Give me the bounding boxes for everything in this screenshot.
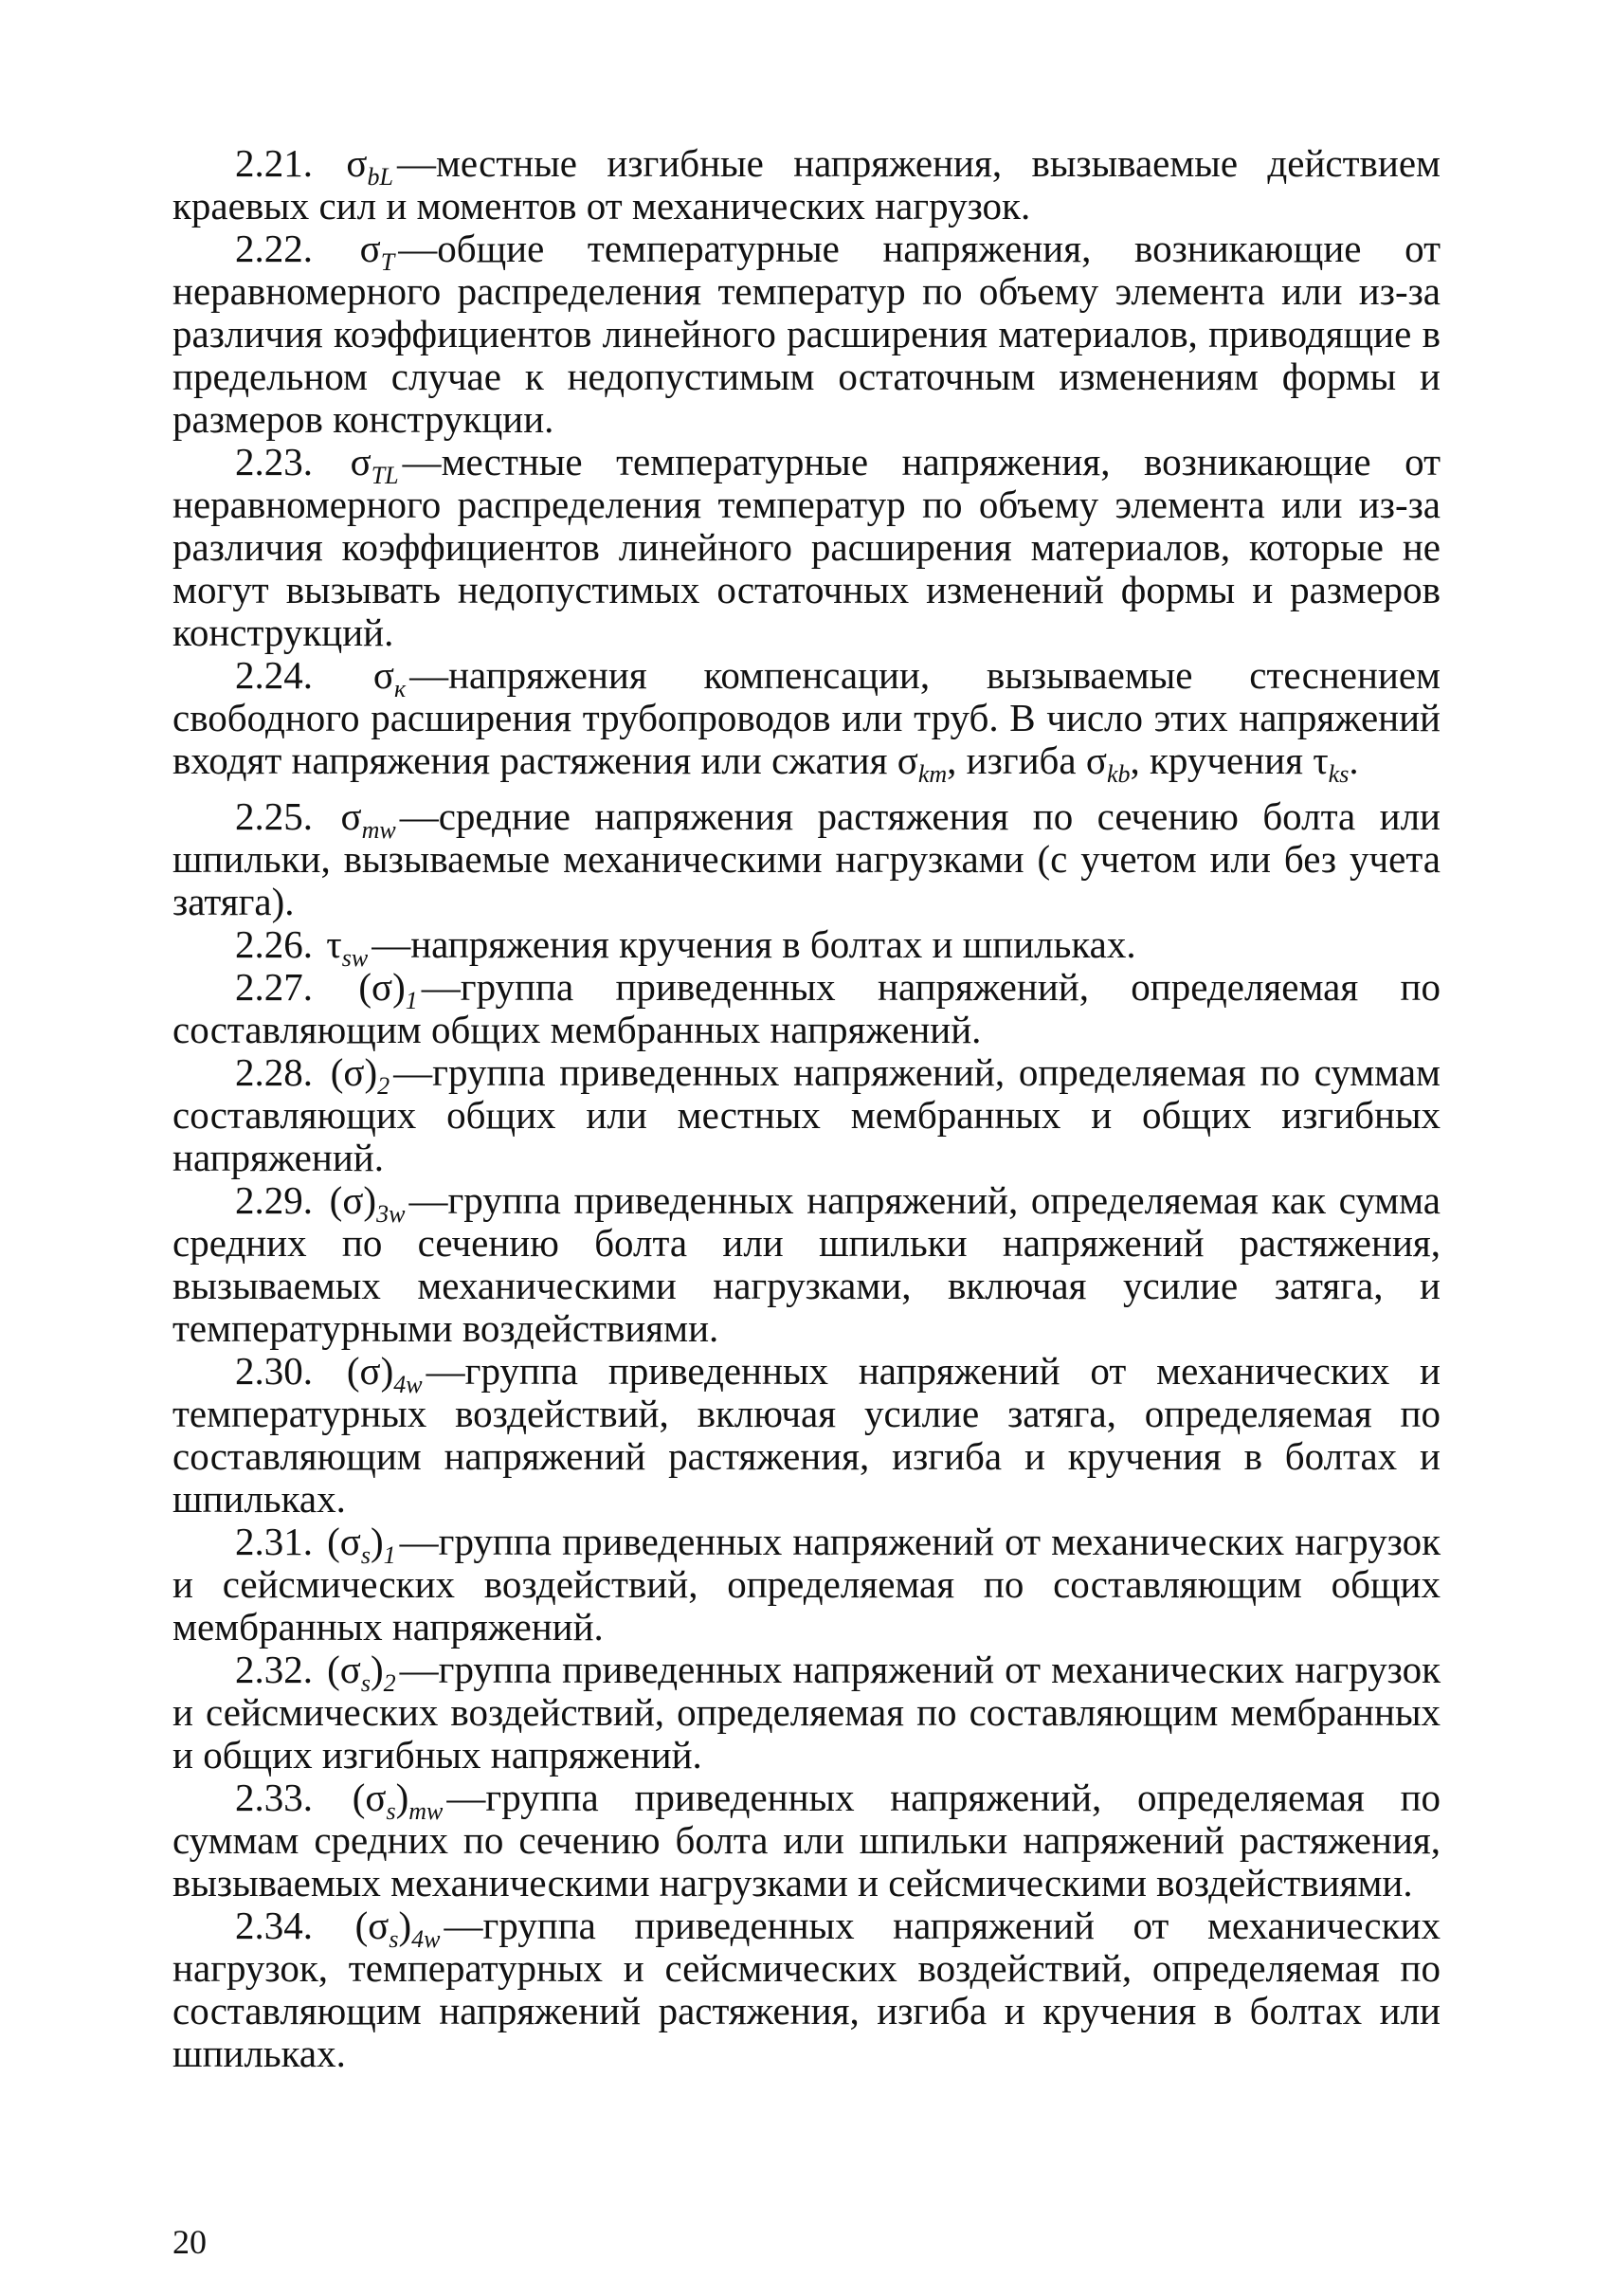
definition-paragraph xyxy=(172,1904,1441,2075)
clause-number: 2.26. xyxy=(235,922,313,967)
definition-text: —группа приведенных напряжений, определяемая по суммам составляющих общих или местных мембранных и общих изгибных напряжений. xyxy=(172,1050,1441,1180)
clause-number: 2.28. xyxy=(235,1050,313,1095)
definition-paragraph xyxy=(172,441,1441,654)
stress-symbol: $(\sigma)_{3w}$ xyxy=(329,1178,406,1229)
definition-paragraph xyxy=(172,1179,1441,1350)
definition-text: —напряжения кручения в болтах и шпильках. xyxy=(372,922,1136,967)
clause-number: 2.32. xyxy=(235,1648,313,1692)
clause-number: 2.27. xyxy=(235,965,313,1010)
definition-paragraph xyxy=(172,1051,1441,1179)
definition-text: —общие температурные напряжения, возникающие от неравномерного распределения температур по объему элемента или из-за различия коэффициентов линейного расширения материалов, приводящие в предельном случае к недопустимым остаточным изменениям формы и размеров конструкции. xyxy=(172,227,1441,441)
clause-number: 2.21. xyxy=(235,141,313,185)
clause-number: 2.25. xyxy=(235,794,313,839)
stress-symbol: $\sigma_{mw}$ xyxy=(340,794,396,845)
definition-text: . xyxy=(1349,738,1359,782)
clause-number: 2.33. xyxy=(235,1776,313,1820)
definition-text: , изгиба σ xyxy=(947,738,1107,782)
subscript: kb xyxy=(1106,760,1131,789)
clause-number: 2.22. xyxy=(235,227,313,270)
stress-symbol: $\sigma_к$ xyxy=(372,653,407,703)
definition-text: —группа приведенных напряжений, определяемая как сумма средних по сечению болта или шпильки напряжений растяжения, вызываемых механическими нагрузками, включая усилие затяга, и температурными воздействиями. xyxy=(172,1178,1441,1351)
stress-symbol: $(\sigma_s)_{4w}$ xyxy=(354,1904,441,1954)
clause-number: 2.31. xyxy=(235,1520,313,1564)
definition-paragraph xyxy=(172,795,1441,923)
definition-paragraph xyxy=(172,1521,1441,1649)
clause-number: 2.34. xyxy=(235,1904,313,1948)
clause-number: 2.30. xyxy=(235,1349,313,1394)
stress-symbol: $\sigma_{TL}$ xyxy=(350,440,399,490)
stress-symbol: $\sigma_{bL}$ xyxy=(346,141,393,191)
stress-symbol: $(\sigma_s)_2$ xyxy=(327,1648,396,1698)
definition-text: —местные температурные напряжения, возникающие от неравномерного распределения температур по объему элемента или из-за различия коэффициентов линейного расширения материалов, которые не могут вызывать недопустимых остаточных изменений формы и размеров конструкций. xyxy=(172,440,1441,654)
definition-text: —группа приведенных напряжений, определяемая по составляющим общих мембранных напряжений. xyxy=(172,965,1441,1052)
stress-symbol: $\tau_{sw}$ xyxy=(326,922,369,973)
definition-paragraph xyxy=(172,1777,1441,1904)
stress-symbol: $(\sigma)_1$ xyxy=(358,965,418,1015)
stress-symbol: $(\sigma_s)_{mw}$ xyxy=(352,1776,444,1826)
definition-paragraph xyxy=(172,922,1441,973)
clause-number: 2.29. xyxy=(235,1178,313,1223)
definition-paragraph xyxy=(172,142,1441,228)
definition-text: —напряжения компенсации, вызываемые стеснением свободного расширения трубопроводов или труб. В число этих напряжений входят напряжения растяжения или сжатия σ xyxy=(172,653,1441,782)
stress-symbol: $\sigma_T$ xyxy=(359,227,395,277)
clause-number: 2.24. xyxy=(235,653,313,697)
stress-symbol: $(\sigma)_{4w}$ xyxy=(346,1349,423,1399)
definition-text: —средние напряжения растяжения по сечению болта или шпильки, вызываемые механическими нагрузками (с учетом или без учета затяга). xyxy=(172,794,1441,924)
definition-text: —местные изгибные напряжения, вызываемые действием краевых сил и моментов от механических нагрузок. xyxy=(172,141,1441,228)
clause-number: 2.23. xyxy=(235,440,313,483)
definition-paragraph xyxy=(172,966,1441,1051)
definition-paragraph xyxy=(172,1350,1441,1521)
definition-text: —группа приведенных напряжений от механических нагрузок, температурных и сейсмических воздействий, определяемая по составляющим напряжений растяжения, изгиба и кручения в болтах или шпильках. xyxy=(172,1904,1441,2076)
definition-paragraph xyxy=(172,228,1441,441)
definition-paragraph xyxy=(172,1649,1441,1777)
definition-text: —группа приведенных напряжений от механических нагрузок и сейсмических воздействий, определяемая по составляющим мембранных и общих изгибных напряжений. xyxy=(172,1648,1441,1777)
definition-paragraph xyxy=(172,654,1441,795)
stress-symbol: $(\sigma_s)_1$ xyxy=(327,1520,396,1570)
subscript: ks xyxy=(1328,760,1350,789)
page-number: 20 xyxy=(172,2223,207,2261)
definition-text: —группа приведенных напряжений от механических нагрузок и сейсмических воздействий, определяемая по составляющим общих мембранных напряжений. xyxy=(172,1520,1441,1649)
definition-text: —группа приведенных напряжений, определяемая по суммам средних по сечению болта или шпильки напряжений растяжения, вызываемых механическими нагрузками и сейсмическими воздействиями. xyxy=(172,1776,1441,1905)
definition-text: , кручения τ xyxy=(1130,738,1329,782)
stress-symbol: $(\sigma)_2$ xyxy=(330,1050,390,1101)
definition-text: —группа приведенных напряжений от механических и температурных воздействий, включая усилие затяга, определяемая по составляющим напряжений растяжения, изгиба и кручения в болтах и шпильках. xyxy=(172,1349,1441,1522)
document-body xyxy=(172,142,1441,2075)
subscript: km xyxy=(917,760,948,789)
